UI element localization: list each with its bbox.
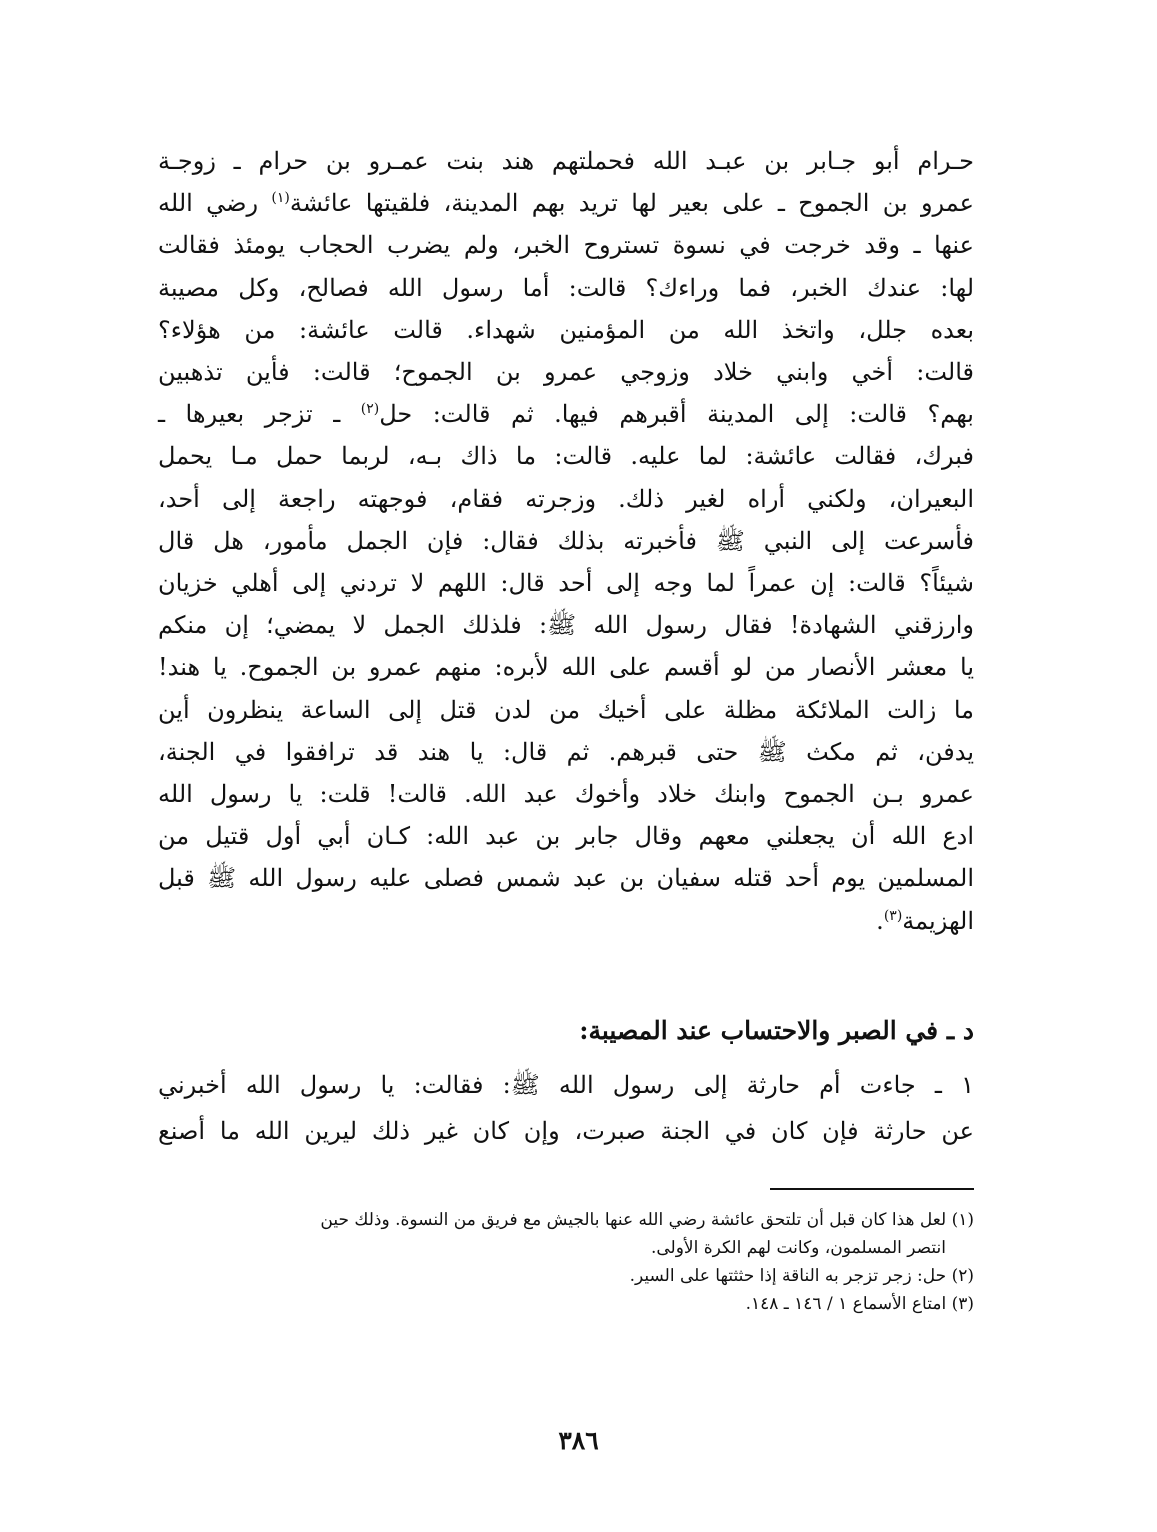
text-line: لها: عندك الخبر، فما وراءك؟ قالت: أما رسول الله فصالح، وكل مصيبة: [158, 273, 974, 302]
footnotes: [158, 1206, 974, 1318]
main-paragraph: [158, 140, 974, 942]
footnote-3: (٣) امتاع الأسماع ١ / ١٤٦ ـ ١٤٨.: [745, 1294, 974, 1314]
text-line: قالت: أخي وابني خلاد وزوجي عمرو بن الجموح؛ قالت: فأين تذهبين: [158, 358, 974, 387]
footnote-1-continued: انتصر المسلمون، وكانت لهم الكرة الأولى.: [650, 1238, 946, 1258]
text-line: بعده جلل، واتخذ الله من المؤمنين شهداء. قالت عائشة: من هؤلاء؟: [158, 315, 975, 344]
footnote-separator: [770, 1188, 974, 1190]
text-line: فبرك، فقالت عائشة: لما عليه. قالت: ما ذاك بـه، لربما حمل مـا يحمل: [158, 442, 974, 471]
text-line: شيئاً؟ قالت: إن عمراً لما وجه إلى أحد قال: اللهم لا تردني إلى أهلي خزيان: [158, 569, 974, 598]
text-line: عمرو بن الجموح ـ على بعير لها تريد بهم المدينة، فلقيتها عائشة$^{(١)}$ رضي الله: [158, 189, 974, 218]
footnote-2: (٢) حل: زجر تزجر به الناقة إذا حثثتها على السير.: [629, 1266, 974, 1286]
footnote-ref-3[interactable]: (٣): [883, 907, 903, 924]
text-line: يدفن، ثم مكث ﷺ حتى قبرهم. ثم قال: يا هند قد ترافقوا في الجنة،: [158, 737, 974, 766]
text-line: الهزيمة$^{(٣)}$.: [876, 906, 974, 935]
footnote-ref-1[interactable]: (١): [271, 190, 290, 207]
text-line: ما زالت الملائكة مظلة على أخيك من لدن قتل إلى الساعة ينظرون أين: [158, 695, 974, 724]
section-heading: د ـ في الصبر والاحتساب عند المصيبة:: [579, 1016, 974, 1045]
text-line: فأسرعت إلى النبي ﷺ فأخبرته بذلك فقال: فإن الجمل مأمور، هل قال: [158, 526, 974, 555]
second-paragraph: [158, 1062, 974, 1154]
page-number: ٣٨٦: [558, 1426, 599, 1455]
text-line: وارزقني الشهادة! فقال رسول الله ﷺ: فلذلك الجمل لا يمضي؛ إن منكم: [158, 611, 974, 640]
footnote-ref-2[interactable]: (٢): [360, 401, 380, 418]
text-line: عمرو بـن الجموح وابنك خلاد وأخوك عبد الله. قالت! قلت: يا رسول الله: [158, 780, 974, 809]
text-line: البعيران، ولكني أراه لغير ذلك. وزجرته فقام، فوجهته راجعة إلى أحد،: [158, 484, 974, 513]
text-line: بهم؟ قالت: إلى المدينة أقبرهم فيها. ثم قالت: حل$^{(٢)}$ ـ تزجر بعيرها ـ: [158, 400, 974, 429]
text-line: يا معشر الأنصار من لو أقسم على الله لأبره: منهم عمرو بن الجموح. يا هند!: [158, 653, 974, 682]
footnote-1: (١) لعل هذا كان قبل أن تلتحق عائشة رضي الله عنها بالجيش مع فريق من النسوة. وذلك حين: [320, 1210, 974, 1230]
text-line: عنها ـ وقد خرجت في نسوة تستروح الخبر، ولم يضرب الحجاب يومئذ فقالت: [158, 231, 974, 260]
text-line: المسلمين يوم أحد قتله سفيان بن عبد شمس فصلى عليه رسول الله ﷺ قبل: [158, 864, 974, 893]
text-line: عن حارثة فإن كان في الجنة صبرت، وإن كان غير ذلك ليرين الله ما أصنع: [158, 1117, 974, 1145]
text-line: ادع الله أن يجعلني معهم وقال جابر بن عبد الله: كـان أبي أول قتيل من: [158, 822, 974, 851]
text-line: حـرام أبو جـابر بن عبـد الله فحملتهم هند بنت عمـرو بن حرام ـ زوجـة: [158, 147, 974, 175]
text-line: ١ ـ جاءت أم حارثة إلى رسول الله ﷺ: فقالت: يا رسول الله أخبرني: [158, 1071, 974, 1099]
